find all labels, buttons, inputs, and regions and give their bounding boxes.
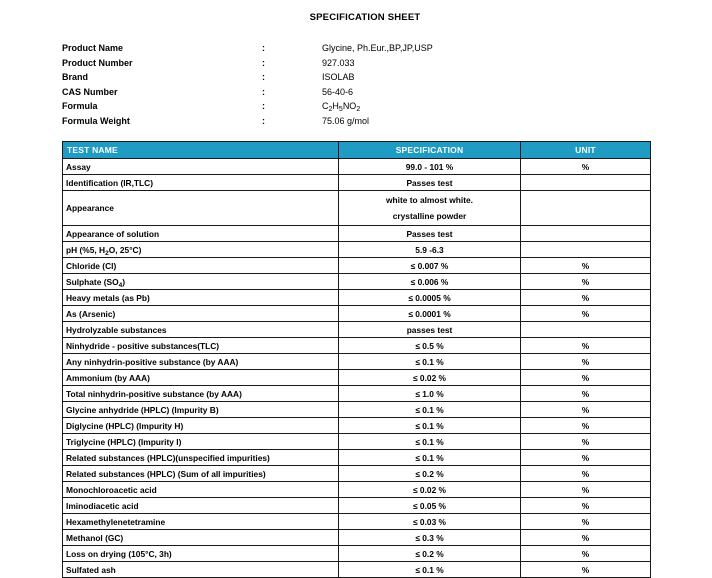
cell-unit: % — [521, 530, 651, 546]
cell-test-name: Chloride (Cl) — [63, 258, 339, 274]
meta-separator: : — [262, 43, 265, 53]
cell-specification: passes test — [339, 322, 521, 338]
cell-specification: Passes test — [339, 175, 521, 191]
cell-specification: Passes test — [339, 226, 521, 242]
cell-test-name: Hexamethylenetetramine — [63, 514, 339, 530]
table-row — [63, 562, 651, 578]
meta-value-product-number: 927.033 — [322, 57, 355, 68]
column-header-unit: UNIT — [521, 142, 651, 159]
meta-value-cas-number: 56-40-6 — [322, 86, 354, 97]
cell-test-name: Glycine anhydride (HPLC) (Impurity B) — [63, 402, 339, 418]
meta-separator: : — [262, 57, 265, 68]
cell-unit: % — [521, 562, 651, 578]
cell-unit: % — [521, 274, 651, 290]
cell-test-name: Sulphate $(SO_4)$ — [63, 274, 339, 290]
cell-specification: ≤ 0.1 % — [339, 418, 521, 434]
table-row — [63, 434, 651, 450]
cell-unit: % — [521, 434, 651, 450]
cell-specification: ≤ 0.1 % — [339, 434, 521, 450]
table-row — [63, 242, 651, 258]
meta-row — [62, 101, 712, 116]
cell-test-name: Related substances (HPLC) (Sum of all impurities) — [63, 466, 339, 482]
cell-unit: % — [521, 498, 651, 514]
column-header-specification: SPECIFICATION — [339, 142, 521, 159]
cell-test-name: Triglycine (HPLC) (Impurity I) — [63, 434, 339, 450]
cell-test-name: Hydrolyzable substances — [63, 322, 339, 338]
table-row — [63, 226, 651, 242]
cell-test-name: Appearance of solution — [63, 226, 339, 242]
table-row — [63, 546, 651, 562]
cell-unit: % — [521, 402, 651, 418]
product-meta-block — [0, 43, 712, 130]
table-row — [63, 386, 651, 402]
table-header-row — [63, 142, 651, 159]
cell-unit: % — [521, 482, 651, 498]
table-row — [63, 466, 651, 482]
cell-unit: % — [521, 306, 651, 322]
cell-specification: ≤ 0.1 % — [339, 562, 521, 578]
cell-test-name: Assay — [63, 159, 339, 175]
cell-unit — [521, 175, 651, 191]
meta-separator: : — [262, 101, 265, 111]
cell-test-name: Loss on drying (105°C, 3h) — [63, 546, 339, 562]
specification-table — [62, 141, 651, 578]
cell-test-name: Any ninhydrin-positive substance (by AAA) — [63, 354, 339, 370]
table-row — [63, 450, 651, 466]
table-row — [63, 498, 651, 514]
cell-test-name: Appearance — [63, 191, 339, 226]
meta-separator: : — [262, 72, 265, 82]
cell-unit: % — [521, 546, 651, 562]
table-row — [63, 274, 651, 290]
cell-unit: % — [521, 290, 651, 306]
cell-specification: ≤ 0.0005 % — [339, 290, 521, 306]
cell-specification: ≤ 0.0001 % — [339, 306, 521, 322]
table-row — [63, 322, 651, 338]
table-row — [63, 306, 651, 322]
cell-unit: % — [521, 370, 651, 386]
cell-unit — [521, 322, 651, 338]
table-row — [63, 514, 651, 530]
meta-value-brand: ISOLAB — [322, 72, 355, 82]
meta-separator: : — [262, 115, 265, 126]
cell-test-name: pH (%5, $H_2O$, 25°C) — [63, 242, 339, 258]
cell-unit — [521, 226, 651, 242]
cell-test-name: Monochloroacetic acid — [63, 482, 339, 498]
cell-unit — [521, 191, 651, 226]
cell-unit: % — [521, 466, 651, 482]
meta-row — [62, 58, 712, 73]
cell-specification: ≤ 0.007 % — [339, 258, 521, 274]
cell-unit: % — [521, 159, 651, 175]
column-header-test-name: TEST NAME — [63, 142, 339, 159]
cell-test-name: Identification (IR,TLC) — [63, 175, 339, 191]
table-row — [63, 290, 651, 306]
cell-test-name: Ninhydride - positive substances(TLC) — [63, 338, 339, 354]
table-row — [63, 418, 651, 434]
cell-specification: ≤ 0.1 % — [339, 354, 521, 370]
cell-specification: ≤ 0.03 % — [339, 514, 521, 530]
cell-test-name: Methanol (GC) — [63, 530, 339, 546]
cell-test-name: As (Arsenic) — [63, 306, 339, 322]
meta-label-brand: Brand — [62, 72, 89, 82]
cell-specification: white to almost white. crystalline powder — [339, 191, 521, 226]
meta-row — [62, 43, 712, 58]
cell-specification: ≤ 0.2 % — [339, 546, 521, 562]
cell-unit: % — [521, 354, 651, 370]
table-row — [63, 530, 651, 546]
cell-specification: 5.9 -6.3 — [339, 242, 521, 258]
cell-unit: % — [521, 450, 651, 466]
cell-specification: ≤ 0.05 % — [339, 498, 521, 514]
meta-row — [62, 72, 712, 87]
meta-label-formula: Formula — [62, 101, 98, 111]
table-row — [63, 402, 651, 418]
table-row — [63, 159, 651, 175]
cell-specification: ≤ 1.0 % — [339, 386, 521, 402]
meta-row — [62, 87, 712, 102]
table-row — [63, 370, 651, 386]
meta-label-cas-number: CAS Number — [62, 86, 118, 97]
cell-unit: % — [521, 514, 651, 530]
cell-unit: % — [521, 418, 651, 434]
meta-label-product-number: Product Number — [62, 57, 133, 68]
cell-test-name: Related substances (HPLC)(unspecified impurities) — [63, 450, 339, 466]
table-row — [63, 482, 651, 498]
table-row — [63, 175, 651, 191]
cell-specification: ≤ 0.1 % — [339, 402, 521, 418]
cell-test-name: Diglycine (HPLC) (Impurity H) — [63, 418, 339, 434]
cell-test-name: Sulfated ash — [63, 562, 339, 578]
meta-row — [62, 116, 712, 131]
cell-test-name: Heavy metals (as Pb) — [63, 290, 339, 306]
cell-specification: ≤ 0.006 % — [339, 274, 521, 290]
cell-specification: ≤ 0.02 % — [339, 370, 521, 386]
cell-specification: 99.0 - 101 % — [339, 159, 521, 175]
cell-unit: % — [521, 386, 651, 402]
meta-value-formula-weight: 75.06 g/mol — [322, 115, 370, 126]
cell-unit: % — [521, 338, 651, 354]
cell-specification: ≤ 0.5 % — [339, 338, 521, 354]
specification-sheet-page — [0, 12, 712, 575]
meta-label-formula-weight: Formula Weight — [62, 115, 130, 126]
meta-label-product-name: Product Name — [62, 43, 124, 53]
cell-test-name: Total ninhydrin-positive substance (by AAA) — [63, 386, 339, 402]
meta-separator: : — [262, 86, 265, 97]
table-row — [63, 191, 651, 226]
cell-unit — [521, 242, 651, 258]
cell-specification: ≤ 0.2 % — [339, 466, 521, 482]
table-row — [63, 258, 651, 274]
cell-test-name: Iminodiacetic acid — [63, 498, 339, 514]
meta-value-product-name: Glycine, Ph.Eur.,BP,JP,USP — [322, 43, 433, 53]
cell-specification: ≤ 0.02 % — [339, 482, 521, 498]
cell-unit: % — [521, 258, 651, 274]
cell-test-name: Ammonium (by AAA) — [63, 370, 339, 386]
page-title: SPECIFICATION SHEET — [309, 12, 421, 23]
cell-specification: ≤ 0.3 % — [339, 530, 521, 546]
table-row — [63, 354, 651, 370]
meta-value-formula: $C_2H_5NO_2$ — [322, 101, 361, 113]
table-row — [63, 338, 651, 354]
cell-specification: ≤ 0.1 % — [339, 450, 521, 466]
